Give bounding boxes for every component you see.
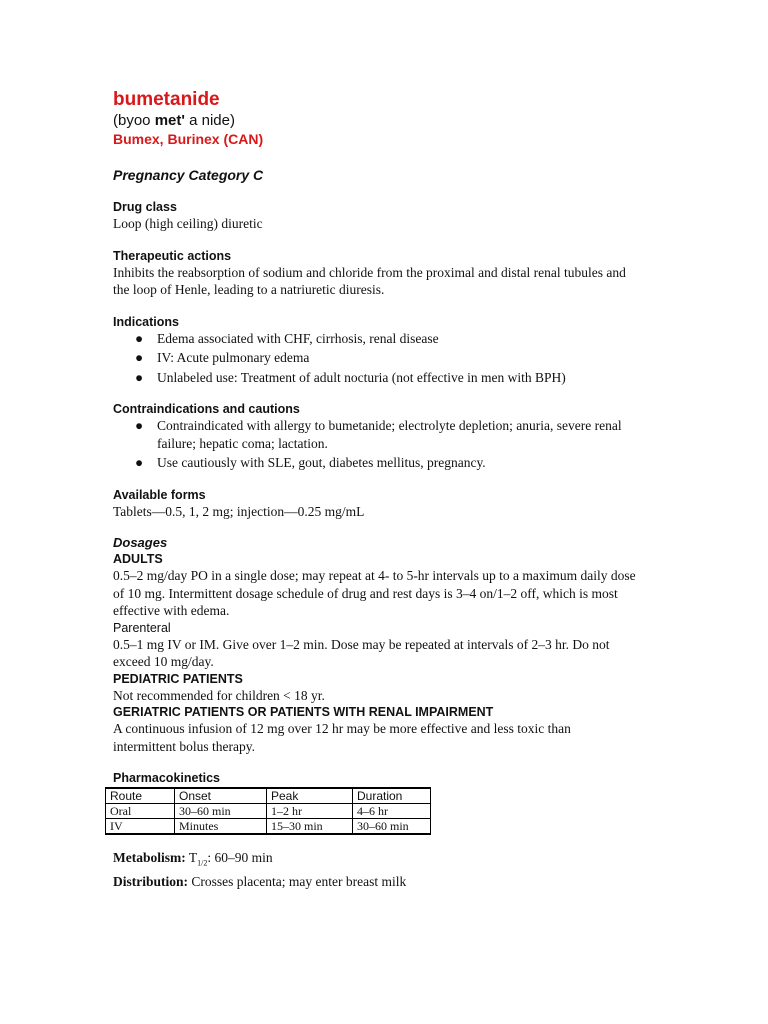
table-row (106, 804, 431, 819)
distribution-label: Distribution: (113, 873, 189, 889)
table-cell: 15–30 min (267, 819, 353, 835)
bullet-icon: ● (135, 418, 144, 433)
parenteral-label: Parenteral (113, 620, 171, 635)
table-cell: IV (106, 819, 175, 835)
list-item: ● IV: Acute pulmonary edema (135, 350, 310, 365)
indications-section (113, 314, 673, 387)
table-row (106, 819, 431, 835)
geriatric-heading: GERIATRIC PATIENTS OR PATIENTS WITH RENAL IMPAIRMENT (113, 705, 494, 719)
indications-heading: Indications (113, 314, 179, 329)
drug-class-text: Loop (high ceiling) diuretic (113, 216, 263, 231)
pediatric-text: Not recommended for children < 18 yr. (113, 687, 325, 703)
table-cell: Minutes (175, 819, 267, 835)
bullet-icon: ● (135, 350, 144, 365)
list-item: ● Use cautiously with SLE, gout, diabetes mellitus, pregnancy. (135, 455, 486, 470)
table-cell: Oral (106, 804, 175, 819)
geriatric-text: A continuous infusion of 12 mg over 12 hr may be more effective and less toxic than intermittent bolus therapy. (113, 721, 571, 754)
therapeutic-text: Inhibits the reabsorption of sodium and chloride from the proximal and distal renal tubules and the loop of Henle, leading to a natriuretic diuresis. (113, 264, 626, 297)
list-item: ● Unlabeled use: Treatment of adult nocturia (not effective in men with BPH) (135, 369, 566, 385)
adults-heading: ADULTS (113, 552, 163, 566)
bullet-icon: ● (135, 369, 144, 385)
pharmacokinetics-table (105, 787, 431, 835)
available-forms-text: Tablets—0.5, 1, 2 mg; injection—0.25 mg/mL (113, 503, 365, 519)
list-item: ● Contraindicated with allergy to bumetanide; electrolyte depletion; anuria, severe renal failure; hepatic coma; lactation. (135, 418, 622, 451)
table-header-cell: Peak (267, 788, 353, 804)
parenteral-text: 0.5–1 mg IV or IM. Give over 1–2 min. Dose may be repeated at intervals of 2–3 hr. Do not exceed 10 mg/day. (113, 636, 610, 669)
contraindications-section (113, 401, 673, 472)
pharmacokinetics-section (110, 770, 673, 835)
drug-name: bumetanide (113, 89, 220, 110)
pediatric-heading: PEDIATRIC PATIENTS (113, 671, 243, 686)
dosages-heading: Dosages (113, 535, 168, 550)
contraindications-heading: Contraindications and cautions (113, 402, 300, 416)
available-forms-heading: Available forms (113, 487, 206, 502)
table-cell: 4–6 hr (353, 804, 431, 819)
pronunciation-open: (byoo (113, 112, 155, 129)
adults-text: 0.5–2 mg/day PO in a single dose; may repeat at 4- to 5-hr intervals up to a maximum daily dose of 10 mg. Intermittent dosage schedule of drug and rest days is 3–4 on/1–2 off, which is most effective with edema. (113, 568, 636, 618)
therapeutic-heading: Therapeutic actions (113, 248, 232, 263)
table-header-cell: Onset (175, 788, 267, 804)
brand-names: Bumex, Burinex (CAN) (113, 131, 264, 147)
pharmacokinetics-heading: Pharmacokinetics (113, 771, 220, 785)
distribution-value: Crosses placenta; may enter breast milk (188, 873, 407, 889)
bullet-icon: ● (135, 455, 144, 470)
drug-class-heading: Drug class (113, 200, 177, 214)
bullet-icon: ● (135, 330, 144, 346)
pronunciation-stress: met' (154, 112, 185, 129)
metabolism-value: : 60–90 min (207, 850, 273, 865)
pronunciation (113, 112, 673, 130)
drug-class-section (113, 199, 673, 233)
drug-monograph-page (110, 88, 673, 891)
metabolism-line (113, 849, 673, 873)
pregnancy-category: Pregnancy Category C (113, 167, 264, 183)
available-forms-section (113, 487, 673, 521)
pronunciation-close: a nide) (184, 112, 235, 129)
table-cell: 1–2 hr (267, 804, 353, 819)
contraindications-list (113, 417, 653, 472)
metabolism-label: Metabolism: (113, 850, 186, 865)
list-item: ● Edema associated with CHF, cirrhosis, renal disease (135, 330, 439, 346)
distribution-line (113, 873, 673, 891)
metabolism-sub: 1/2 (197, 858, 208, 868)
metabolism-t: T (188, 850, 198, 865)
table-header-cell: Route (106, 788, 175, 804)
dosages-section (113, 535, 673, 755)
table-cell: 30–60 min (353, 819, 431, 835)
therapeutic-section (113, 248, 673, 299)
table-header-row (106, 788, 431, 804)
table-header-cell: Duration (353, 788, 431, 804)
indications-list (113, 330, 673, 387)
table-cell: 30–60 min (175, 804, 267, 819)
